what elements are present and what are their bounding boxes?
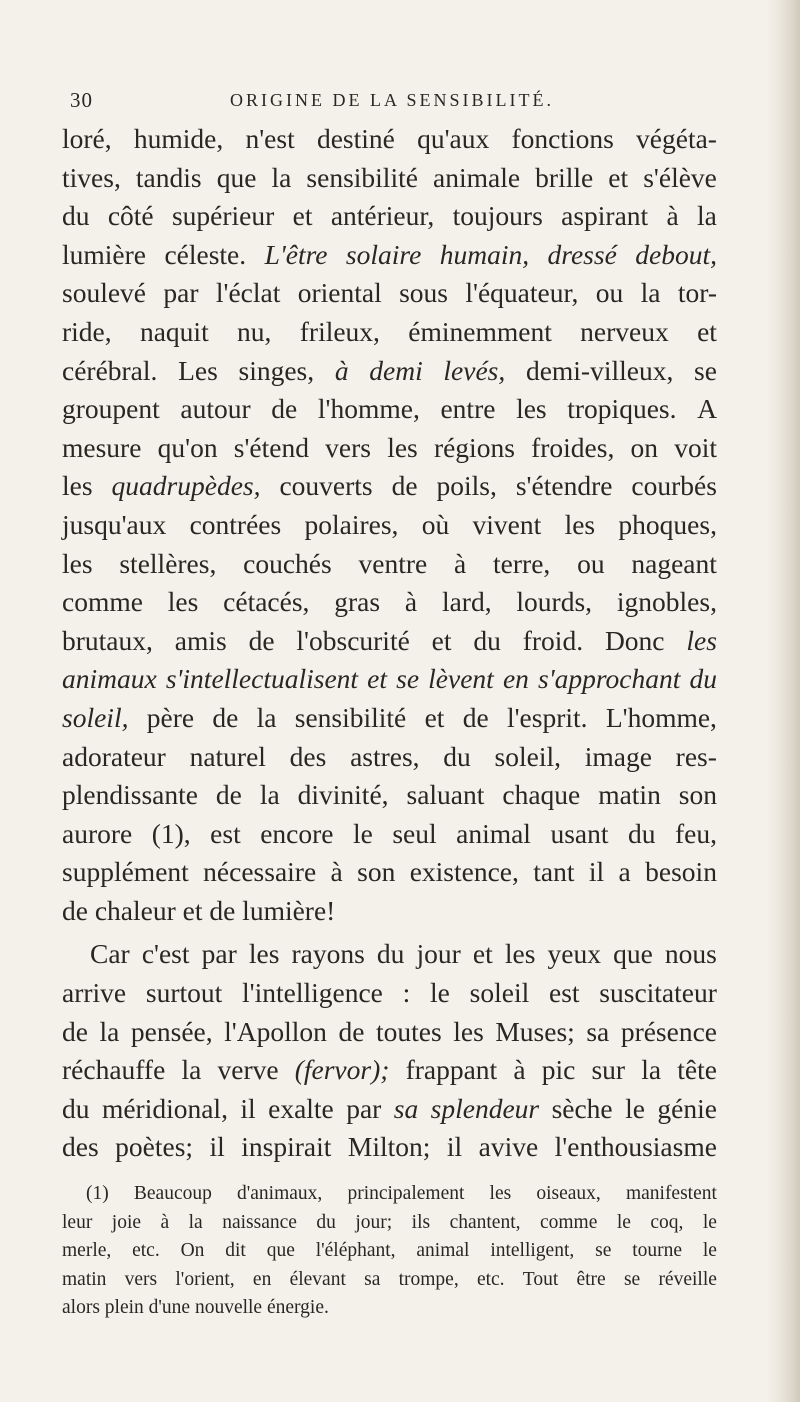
text-line: tives, tandis que la sensibilité animale brille et s'élève [62,161,717,193]
text-line: les stellères, couchés ventre à terre, ou nageant [62,547,717,579]
footnote-line: (1) Beaucoup d'animaux, principalement les oiseaux, manifestent [86,1183,717,1204]
text-line: des poètes; il inspirait Milton; il avive l'enthousiasme [62,1131,717,1163]
text-line: de la pensée, l'Apollon de toutes les Muses; sa présence [62,1015,717,1047]
footnote-line: leur joie à la naissance du jour; ils chantent, comme le coq, le [62,1211,717,1233]
text-line: plendissante de la divinité, saluant chaque matin son [62,779,717,811]
text-line: mesure qu'on s'étend vers les régions froides, on voit [62,431,717,463]
page-number: 30 [70,88,93,112]
text-line: du méridional, il exalte par sa splendeur sèche le génie [62,1092,717,1124]
text-line: Car c'est par les rayons du jour et les yeux que nous [90,938,717,970]
footnote-line: merle, etc. On dit que l'éléphant, animal intelligent, se tourne le [62,1240,717,1262]
text-line: lumière céleste. L'être solaire humain, dressé debout, [62,238,717,270]
text-line: supplément nécessaire à son existence, tant il a besoin [62,856,717,888]
footnote-line: alors plein d'une nouvelle énergie. [62,1297,329,1319]
text-line: ride, naquit nu, frileux, éminemment nerveux et [62,315,717,347]
page-header [60,88,722,116]
text-line: soulevé par l'éclat oriental sous l'équateur, ou la tor- [62,277,717,309]
text-line: réchauffe la verve (fervor); frappant à pic sur la tête [62,1054,717,1086]
body-text [62,120,717,1167]
footnote-line: matin vers l'orient, en élevant sa trompe, etc. Tout être se réveille [62,1268,717,1290]
text-line: aurore (1), est encore le seul animal usant du feu, [62,817,717,849]
text-line: comme les cétacés, gras à lard, lourds, ignobles, [62,586,717,618]
text-line: cérébral. Les singes, à demi levés, demi-villeux, se [62,354,717,386]
text-line: brutaux, amis de l'obscurité et du froid. Donc les [62,624,717,656]
text-line: les quadrupèdes, couverts de poils, s'étendre courbés [62,470,717,502]
text-line: groupent autour de l'homme, entre les tropiques. A [62,393,717,425]
text-line: loré, humide, n'est destiné qu'aux fonctions végéta- [62,123,717,154]
text-line: de chaleur et de lumière! [62,894,336,926]
text-line: arrive surtout l'intelligence : le soleil est suscitateur [62,977,717,1009]
text-line: animaux s'intellectualisent et se lèvent en s'approchant du [62,663,717,695]
text-line: adorateur naturel des astres, du soleil, image res- [62,740,717,772]
text-line: jusqu'aux contrées polaires, où vivent les phoques, [62,508,717,540]
footnote [62,1180,717,1323]
running-title: ORIGINE DE LA SENSIBILITÉ. [230,90,554,110]
page-edge [766,0,800,1402]
text-line: du côté supérieur et antérieur, toujours aspirant à la [62,200,717,232]
text-line: soleil, père de la sensibilité et de l'esprit. L'homme, [62,701,717,733]
